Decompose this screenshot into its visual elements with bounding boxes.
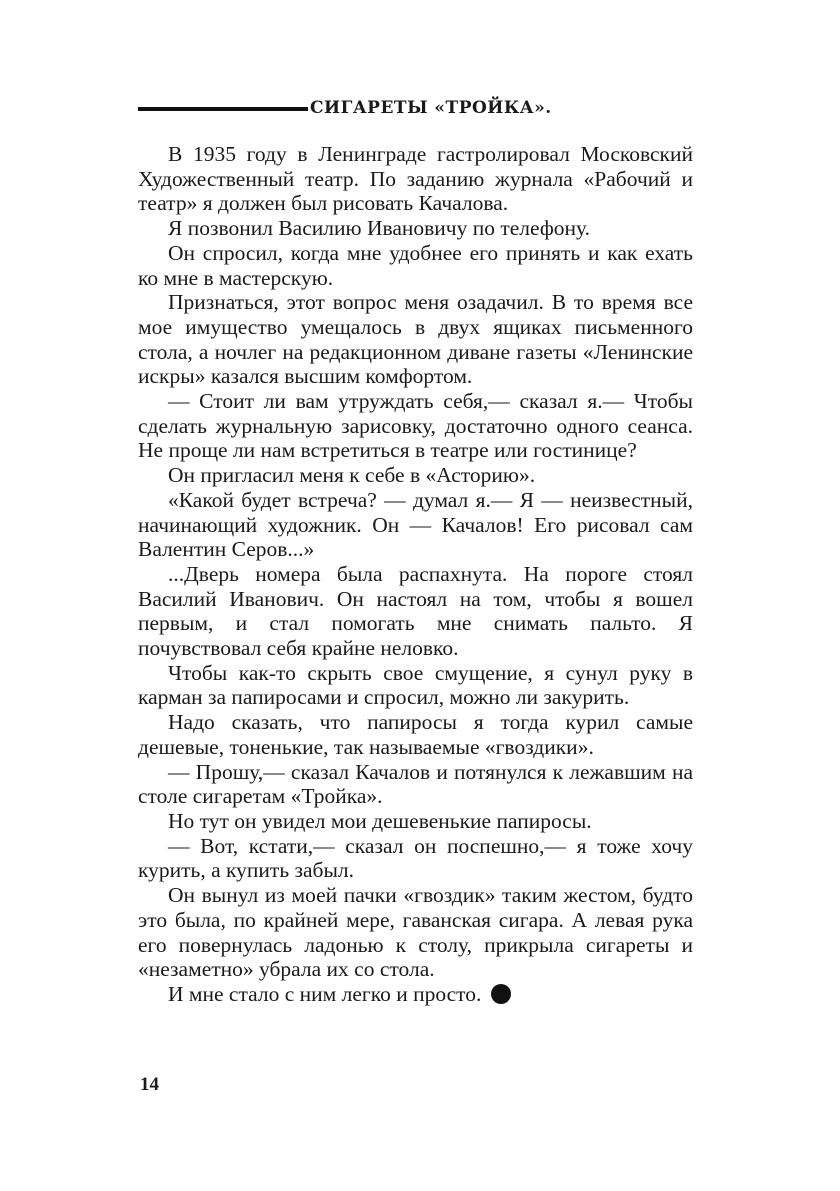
paragraph-text: И мне стало с ним легко и просто. — [168, 981, 482, 1006]
end-of-chapter-mark — [491, 984, 511, 1004]
paragraph: В 1935 году в Ленинграде гастролировал Московский Художественный театр. По заданию журнала «Рабочий и театр» я должен был рисовать Качалова. — [138, 142, 693, 216]
header-rule — [138, 107, 308, 111]
paragraph: Чтобы как-то скрыть свое смущение, я сунул руку в карман за папиросами и спросил, можно ли закурить. — [138, 660, 693, 710]
last-paragraph — [138, 982, 693, 1007]
chapter-body — [138, 142, 693, 1007]
paragraph: Надо сказать, что папиросы я тогда курил самые дешевые, тоненькие, так называемые «гвоздики». — [138, 710, 693, 759]
paragraph: «Какой будет встреча? — думал я.— Я — неизвестный, начинающий художник. Он — Качалов! Его рисовал сам Валентин Серов...» — [138, 487, 693, 562]
paragraph: ...Дверь номера была распахнута. На пороге стоял Василий Иванович. Он настоял на том, чтобы я вошел первым, и стал помогать мне снимать пальто. Я почувствовал себя крайне неловко. — [138, 561, 693, 661]
paragraph: — Прошу,— сказал Качалов и потянулся к лежавшим на столе сигаретам «Тройка». — [138, 759, 693, 809]
chapter-header — [138, 98, 698, 124]
paragraph: — Стоит ли вам утруждать себя,— сказал я.— Чтобы сделать журнальную зарисовку, достаточно одного сеанса. Не проще ли нам встретиться в театре или гостинице? — [138, 389, 693, 463]
paragraph: Он спросил, когда мне удобнее его принять и как ехать ко мне в мастерскую. — [138, 240, 693, 290]
chapter-title: СИГАРЕТЫ «ТРОЙКА». — [310, 98, 552, 118]
paragraph: Но тут он увидел мои дешевенькие папиросы. — [168, 808, 592, 833]
paragraph: Он пригласил меня к себе в «Асторию». — [168, 463, 536, 488]
paragraph: Признаться, этот вопрос меня озадачил. В то время все мое имущество умещалось в двух ящиках письменного стола, а ночлег на редакционном диване газеты «Ленинские искры» казался высшим комфортом. — [138, 290, 693, 389]
page-number: 14 — [140, 1074, 159, 1095]
paragraph: — Вот, кстати,— сказал он поспешно,— я тоже хочу курить, а купить забыл. — [138, 833, 693, 883]
paragraph: Он вынул из моей пачки «гвоздик» таким жестом, будто это была, по крайней мере, гаванская сигара. А левая рука его повернулась ладонью к столу, прикрыла сигареты и «незаметно» убрала их со стола. — [138, 883, 693, 982]
paragraph: Я позвонил Василию Ивановичу по телефону. — [168, 216, 590, 241]
